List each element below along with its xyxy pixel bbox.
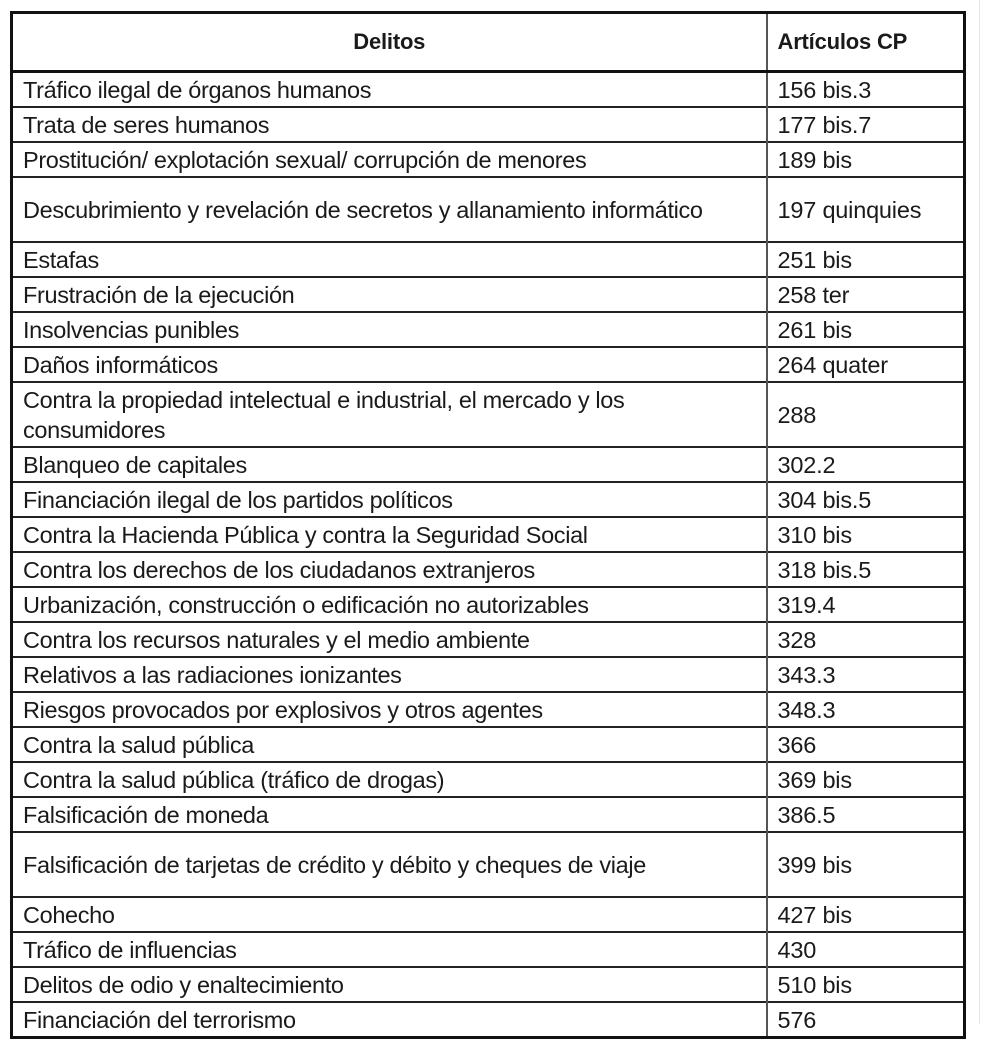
table-row — [12, 832, 965, 897]
crime-cell: Delitos de odio y enaltecimiento — [12, 967, 767, 1002]
table-row — [12, 587, 965, 622]
crime-cell: Trata de seres humanos — [12, 107, 767, 142]
table-row — [12, 657, 965, 692]
crime-cell: Prostitución/ explotación sexual/ corrupción de menores — [12, 142, 767, 177]
crime-cell: Contra los derechos de los ciudadanos extranjeros — [12, 552, 767, 587]
crime-cell: Contra los recursos naturales y el medio ambiente — [12, 622, 767, 657]
crime-cell: Tráfico de influencias — [12, 932, 767, 967]
article-cell: 310 bis — [767, 517, 965, 552]
article-cell: 304 bis.5 — [767, 482, 965, 517]
crime-cell: Estafas — [12, 242, 767, 277]
article-cell: 430 — [767, 932, 965, 967]
crime-cell: Frustración de la ejecución — [12, 277, 767, 312]
crime-cell: Tráfico ilegal de órganos humanos — [12, 72, 767, 108]
crime-cell: Contra la propiedad intelectual e industrial, el mercado y los consumidores — [12, 382, 767, 447]
table-row — [12, 277, 965, 312]
article-cell: 264 quater — [767, 347, 965, 382]
article-cell: 288 — [767, 382, 965, 447]
table-row — [12, 482, 965, 517]
article-cell: 366 — [767, 727, 965, 762]
table-row — [12, 932, 965, 967]
table-row — [12, 382, 965, 447]
article-cell: 177 bis.7 — [767, 107, 965, 142]
table-row — [12, 797, 965, 832]
table-row — [12, 1002, 965, 1038]
page-edge-divider — [979, 0, 980, 1024]
table-row — [12, 517, 965, 552]
crime-cell: Cohecho — [12, 897, 767, 932]
table-row — [12, 727, 965, 762]
crimes-articles-table — [10, 11, 966, 1039]
article-cell: 386.5 — [767, 797, 965, 832]
article-cell: 399 bis — [767, 832, 965, 897]
article-cell: 318 bis.5 — [767, 552, 965, 587]
table-row — [12, 347, 965, 382]
table-row — [12, 242, 965, 277]
article-cell: 319.4 — [767, 587, 965, 622]
article-cell: 258 ter — [767, 277, 965, 312]
table-row — [12, 622, 965, 657]
crime-cell: Falsificación de moneda — [12, 797, 767, 832]
table-row — [12, 552, 965, 587]
article-cell: 251 bis — [767, 242, 965, 277]
crime-cell: Insolvencias punibles — [12, 312, 767, 347]
article-cell: 343.3 — [767, 657, 965, 692]
article-cell: 348.3 — [767, 692, 965, 727]
crime-cell: Financiación ilegal de los partidos políticos — [12, 482, 767, 517]
article-cell: 576 — [767, 1002, 965, 1038]
crime-cell: Relativos a las radiaciones ionizantes — [12, 657, 767, 692]
crime-cell: Contra la salud pública — [12, 727, 767, 762]
crime-cell: Riesgos provocados por explosivos y otros agentes — [12, 692, 767, 727]
table-row — [12, 967, 965, 1002]
crime-cell: Urbanización, construcción o edificación no autorizables — [12, 587, 767, 622]
article-cell: 156 bis.3 — [777, 76, 872, 103]
header-crimes: Delitos — [12, 13, 767, 72]
table-row — [12, 762, 965, 797]
table-row — [12, 107, 965, 142]
table-row — [12, 142, 965, 177]
table-row — [12, 312, 965, 347]
crime-cell: Financiación del terrorismo — [12, 1002, 767, 1038]
table-row — [12, 692, 965, 727]
table-row — [12, 447, 965, 482]
article-cell: 302.2 — [767, 447, 965, 482]
article-cell: 328 — [767, 622, 965, 657]
table-row — [12, 72, 965, 108]
header-row — [12, 13, 965, 72]
crime-cell: Contra la Hacienda Pública y contra la Seguridad Social — [12, 517, 767, 552]
table-header — [12, 13, 965, 72]
table-body — [12, 72, 965, 1038]
header-articles: Artículos CP — [767, 13, 965, 72]
table-row — [12, 177, 965, 242]
article-cell: 427 bis — [767, 897, 965, 932]
article-cell: 197 quinquies — [767, 177, 965, 242]
article-cell: 369 bis — [767, 762, 965, 797]
crime-cell: Blanqueo de capitales — [12, 447, 767, 482]
article-cell: 189 bis — [767, 142, 965, 177]
article-cell: 261 bis — [767, 312, 965, 347]
crime-cell: Falsificación de tarjetas de crédito y débito y cheques de viaje — [12, 832, 767, 897]
crime-cell: Descubrimiento y revelación de secretos y allanamiento informático — [12, 177, 767, 242]
table-row — [12, 897, 965, 932]
article-cell: 510 bis — [767, 967, 965, 1002]
crime-cell: Daños informáticos — [12, 347, 767, 382]
crime-cell: Contra la salud pública (tráfico de drogas) — [12, 762, 767, 797]
